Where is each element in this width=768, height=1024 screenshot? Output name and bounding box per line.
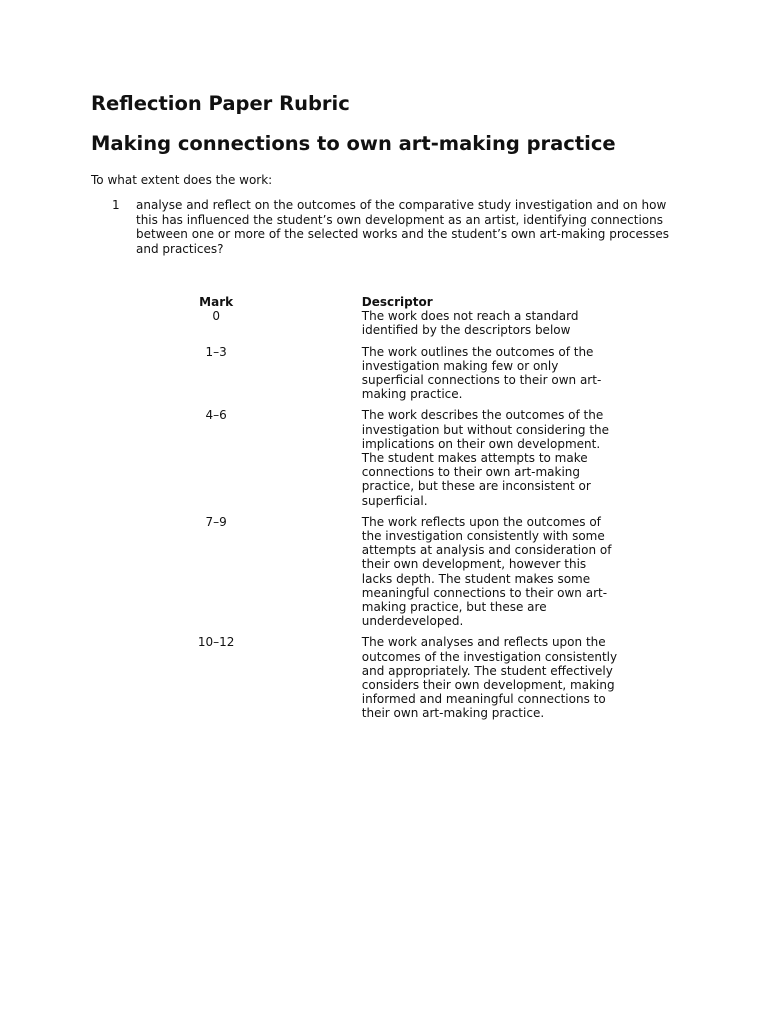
- mark-cell: 0: [212, 309, 220, 324]
- column-spacer: [252, 345, 361, 409]
- criterion-number: 1: [112, 198, 120, 212]
- descriptor-cell: The work reflects upon the outcomes of the investigation consistently with some attempts at analysis and consideration of their own development, however this lacks depth. The student makes some meaningful connections to their own art-making practice, but these are underdeveloped.: [361, 514, 612, 629]
- descriptor-column-header: Descriptor: [361, 295, 433, 309]
- column-spacer: [252, 295, 361, 309]
- intro-text: To what extent does the work:: [91, 173, 273, 187]
- column-spacer: [252, 635, 361, 727]
- rubric-header-row: [180, 295, 620, 309]
- table-row: [180, 408, 620, 514]
- rubric-table: [180, 295, 620, 728]
- descriptor-cell: The work describes the outcomes of the investigation but without considering the implications on their own development. The student makes attempts to make connections to their own art-making practice, but these are inconsistent or superficial.: [361, 408, 610, 508]
- descriptor-cell: The work outlines the outcomes of the investigation making few or only superficial connections to their own art-making practice.: [361, 344, 602, 402]
- mark-cell: 4–6: [205, 408, 227, 423]
- mark-column-header: Mark: [199, 295, 234, 309]
- table-row: [180, 345, 620, 409]
- mark-cell: 7–9: [205, 514, 227, 529]
- column-spacer: [252, 515, 361, 636]
- column-spacer: [252, 408, 361, 514]
- table-row: [180, 309, 620, 344]
- criterion-text: analyse and reflect on the outcomes of the comparative study investigation and on how this has influenced the student’s own development as an artist, identifying connections between one or more of the selected works and the student’s own art-making processes and practices?: [136, 198, 669, 256]
- document-subtitle: Making connections to own art-making practice: [91, 132, 616, 155]
- document-title: Reflection Paper Rubric: [91, 92, 350, 115]
- mark-cell: 10–12: [197, 635, 235, 650]
- table-row: [180, 515, 620, 636]
- table-row: [180, 635, 620, 727]
- descriptor-cell: The work analyses and reflects upon the outcomes of the investigation consistently and appropriately. The student effectively considers their own development, making informed and meaningful connections to their own art-making practice.: [361, 635, 618, 721]
- column-spacer: [252, 309, 361, 344]
- descriptor-cell: The work does not reach a standard identified by the descriptors below: [361, 309, 579, 338]
- mark-cell: 1–3: [205, 344, 227, 359]
